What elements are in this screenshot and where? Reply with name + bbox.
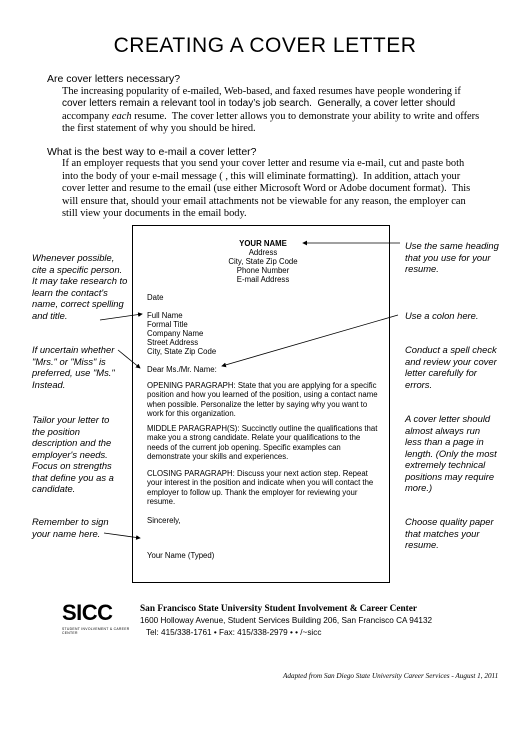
letter-date: Date [147, 293, 164, 302]
note-ms-usage: If uncertain whether "Mrs." or "Miss" is preferred, use "Ms." Instead. [32, 344, 115, 390]
sicc-logo-subtitle: STUDENT INVOLVEMENT & CAREER CENTER [62, 627, 130, 635]
footer-organization: San Francisco State University Student Involvement & Career Center [140, 604, 417, 614]
section-heading-2: What is the best way to e-mail a cover letter? [47, 146, 257, 158]
page-title: CREATING A COVER LETTER [113, 34, 417, 57]
letter-company: Company Name [147, 329, 204, 338]
sicc-logo: SICC [62, 600, 113, 625]
note-page-length: A cover letter should almost always run less than a page in length. (Only the most extremely technical positions may require more.) [405, 413, 497, 493]
section-body-1: The increasing popularity of e-mailed, Web-based, and faxed resumes have people wondering if [62, 86, 461, 97]
letter-recipient-city: City, State Zip Code [147, 347, 217, 356]
letter-formal-title: Formal Title [147, 320, 188, 329]
note-colon: Use a colon here. [405, 310, 479, 321]
letter-address: Address [248, 248, 278, 257]
letter-typed-name: Your Name (Typed) [147, 551, 215, 560]
note-quality-paper: Choose quality paper that matches your resume. [405, 516, 494, 550]
letter-sincerely: Sincerely, [147, 516, 181, 525]
letter-salutation: Dear Ms./Mr. Name: [147, 365, 217, 374]
letter-opening-paragraph: OPENING PARAGRAPH: State that you are applying for a specific position and how you learned of the position, using a contact name when possible. Personalize the letter by saying why you want to work for this organization. [147, 381, 378, 419]
footer-address: 1600 Holloway Avenue, Student Services Building 206, San Francisco CA 94132 [140, 616, 433, 625]
note-sign-name: Remember to sign your name here. [32, 516, 109, 539]
note-cite-person: Whenever possible, cite a specific person. It may take research to learn the contact's name, correct spelling and title. [32, 252, 128, 321]
note-tailor-letter: Tailor your letter to the position description and the employer's needs. Focus on strengths that define you as a candidate. [32, 414, 114, 494]
letter-street: Street Address [147, 338, 199, 347]
letter-phone: Phone Number [236, 266, 290, 275]
letter-closing-paragraph: CLOSING PARAGRAPH: Discuss your next action step. Repeat your interest in the position and indicate when you will contact the employer to follow up. Thank the employer for reviewing your resume. [147, 469, 374, 507]
section-body-1-rest: cover letters remain a relevant tool in today’s job search. Generally, a cover letter should accompany each resume. The cover letter allows you to demonstrate your ability to write and offers the first statement of why you should be hired. [62, 98, 480, 134]
footer-credit: Adapted from San Diego State University Career Services - August 1, 2011 [283, 672, 499, 680]
letter-email: E-mail Address [236, 275, 290, 284]
section-body-2: If an employer requests that you send your cover letter and resume via e-mail, cut and paste both into the body of your e-mail message ( , this will eliminate formatting). In addition, attach your cover letter and resume to the email (use either Microsoft Word or Adobe document format). This will ensure that, should your email attachments not be viewable for any reason, the employer can still view your documents in the email body. [62, 158, 471, 219]
letter-your-name: YOUR NAME [239, 239, 287, 248]
letter-city: City, State Zip Code [228, 257, 298, 266]
note-same-heading: Use the same heading that you use for your resume. [405, 240, 499, 274]
letter-middle-paragraph: MIDDLE PARAGRAPH(S): Succinctly outline the qualifications that make you a strong candidate. Relate your qualifications to the needs of the current job opening. Specific examples can demonstrate your skills and experiences. [147, 424, 378, 462]
sample-letter [132, 225, 390, 583]
section-heading-1: Are cover letters necessary? [47, 73, 181, 85]
letter-full-name: Full Name [147, 311, 183, 320]
footer-contact: Tel: 415/338-1761 • Fax: 415/338-2979 • • /~sicc [146, 628, 322, 637]
note-spell-check: Conduct a spell check and review your cover letter carefully for errors. [405, 344, 497, 390]
